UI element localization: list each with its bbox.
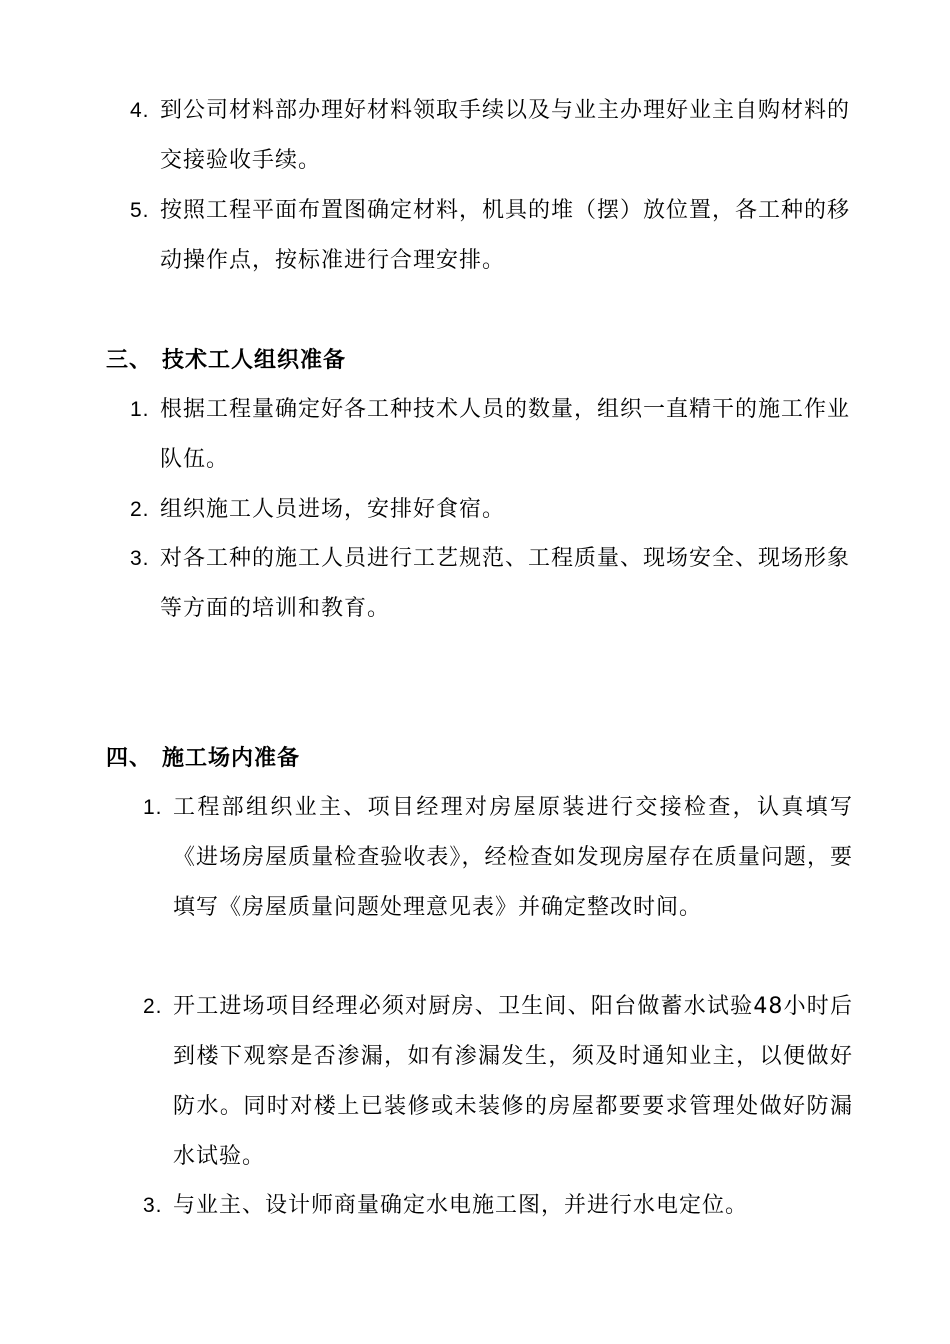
section-title: 施工场内准备 xyxy=(162,746,301,771)
list-item-number: 4. xyxy=(130,99,150,122)
list-item-text: 工程部组织业主、项目经理对房屋原装进行交接检查，认真填写《进场房屋质量检查验收表》，经检查如发现房屋存在质量问题，要填写《房屋质量问题处理意见表》并确定整改时间。 xyxy=(173,795,853,920)
list-item xyxy=(130,186,850,286)
section-title: 技术工人组织准备 xyxy=(162,348,347,373)
list-item xyxy=(130,385,850,485)
list-item-text: 按照工程平面布置图确定材料，机具的堆（摆）放位置，各工种的移动操作点，按标准进行合理安排。 xyxy=(160,198,851,273)
list-item xyxy=(143,1181,853,1231)
list-item-number: 3. xyxy=(130,547,150,570)
list-item-text: 根据工程量确定好各工种技术人员的数量，组织一直精干的施工作业队伍。 xyxy=(160,397,851,472)
list-item-text: 与业主、设计师商量确定水电施工图，并进行水电定位。 xyxy=(173,1193,749,1218)
section-heading xyxy=(106,734,300,784)
section-number: 四、 xyxy=(106,746,153,771)
list-item xyxy=(143,783,853,933)
list-item-number: 1. xyxy=(143,796,163,819)
list-item xyxy=(130,86,850,186)
list-item xyxy=(143,982,853,1182)
list-item-text: 开工进场项目经理必须对厨房、卫生间、阳台做蓄水试验48小时后到楼下观察是否渗漏，如有渗漏发生，须及时通知业主，以便做好防水。同时对楼上已装修或未装修的房屋都要要求管理处做好防漏水试验。 xyxy=(173,994,853,1169)
list-item-text: 对各工种的施工人员进行工艺规范、工程质量、现场安全、现场形象等方面的培训和教育。 xyxy=(160,546,851,621)
list-item-number: 1. xyxy=(130,398,150,421)
list-item-number: 5. xyxy=(130,199,150,222)
list-item-text: 到公司材料部办理好材料领取手续以及与业主办理好业主自购材料的交接验收手续。 xyxy=(160,98,851,173)
section-number: 三、 xyxy=(106,348,153,373)
section-heading xyxy=(106,336,346,386)
list-item-number: 3. xyxy=(143,1194,163,1217)
list-item xyxy=(130,485,850,535)
list-item-number: 2. xyxy=(143,995,163,1018)
list-item-number: 2. xyxy=(130,498,150,521)
list-item xyxy=(130,534,850,634)
list-item-text: 组织施工人员进场，安排好食宿。 xyxy=(160,497,506,522)
